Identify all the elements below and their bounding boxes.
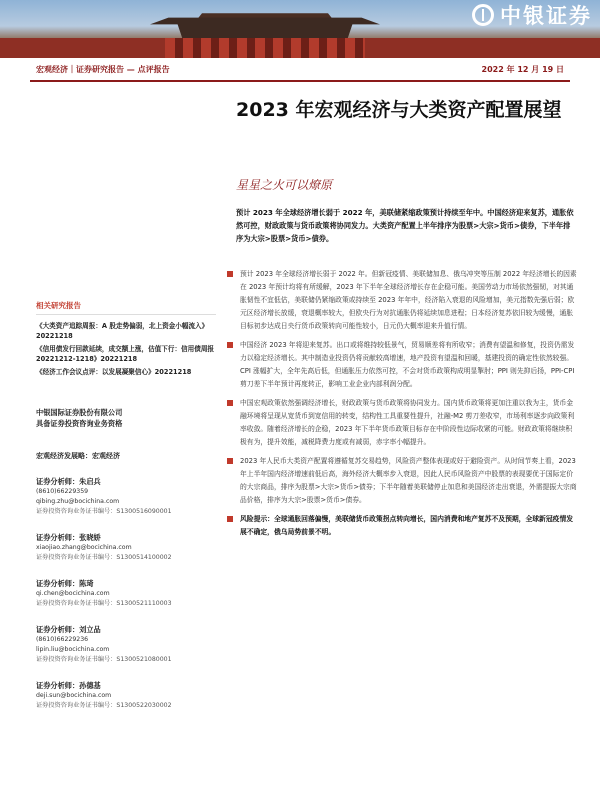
analyst-email[interactable]: lipin.liu@bocichina.com (36, 646, 110, 653)
paragraph-text: 中国经济 2023 年将迎来复苏。出口或将维持较低景气，贸易顺差将有所收窄；消费有望温和修复，投资仍需发力以稳定经济增长。其中制造业投资仍将贡献较高增速，地产投资有望温和回暖，基建投资的确定性依然较强。CPI 涨幅扩大，全年先高后低，但通胀压力依然可控，不会对货币政策构成明显掣肘；PPI 则先抑后扬，PPI-CPI 剪刀差下半年预计再度转正，影响工业企业内部利润分配。 (240, 341, 575, 388)
analyst-cert: 证券投资咨询业务证书编号：S1300521080001 (36, 656, 172, 663)
analyst-cert: 证券投资咨询业务证书编号：S1300522030002 (36, 702, 172, 709)
content-paragraph (227, 397, 577, 449)
report-date: 2022 年 12 月 19 日 (481, 65, 564, 74)
header-banner (0, 0, 600, 58)
analyst-email[interactable]: deji.sun@bocichina.com (36, 692, 112, 699)
bullet-square-icon (227, 516, 233, 522)
content-paragraph (227, 268, 577, 333)
report-subtitle: 星星之火可以燎原 (236, 178, 333, 192)
analyst-phone: (8610)66229236 (36, 636, 89, 643)
analyst-name: 证券分析师：陈琦 (36, 579, 94, 588)
brand-logo (472, 0, 592, 30)
brand-name: 中银证券 (500, 3, 592, 28)
analyst-name: 证券分析师：孙德基 (36, 681, 101, 690)
paragraph-text: 中国宏观政策依然强调经济增长，财政政策与货币政策将协同发力。国内货币政策将更加注重以我为主，货币金融环境将呈现从宽货币到宽信用的转变，结构性工具重要性提升，社融-M2 剪刀差收窄，市场利率逐步向政策利率收敛。随着经济增长的企稳，2023 年下半年货币政策目标存在中阶段性边际收紧的可能。财政政策将继续积极有为，提升效能，减税降费力度或有减弱，赤字率小幅提升。 (240, 399, 575, 446)
bank-logo-icon (472, 4, 494, 26)
analyst-name: 证券分析师：朱启兵 (36, 477, 101, 486)
analyst-phone: (8610)66229359 (36, 488, 89, 495)
report-header-bar (30, 62, 570, 82)
org-name: 中银国际证券股份有限公司 (36, 408, 123, 417)
content-paragraph (227, 339, 577, 391)
analyst-email[interactable]: qi.chen@bocichina.com (36, 590, 110, 597)
bullet-square-icon (227, 342, 233, 348)
analyst-card (36, 533, 216, 563)
report-summary: 预计 2023 年全球经济增长弱于 2022 年，美联储紧缩政策预计持续至年中。中国经济迎来复苏，通胀依然可控，财政政策与货币政策将协同发力。大类资产配置上半年排序为股票>大宗>货币>债券，下半年排序为大宗>股票>货币>债券。 (236, 208, 574, 243)
related-research-heading: 相关研究报告 (36, 300, 216, 315)
analyst-email[interactable]: qibing.zhu@bocichina.com (36, 498, 120, 505)
content-paragraph (227, 455, 577, 507)
report-category: 宏观经济｜证券研究报告 — 点评报告 (36, 65, 170, 74)
analyst-card (36, 625, 216, 665)
organization-info (36, 407, 216, 429)
related-report[interactable]: 《经济工作会议点评：以发展凝聚信心》20221218 (36, 368, 192, 376)
analyst-cert: 证券投资咨询业务证书编号：S1300521110003 (36, 600, 172, 607)
report-title: 2023 年宏观经济与大类资产配置展望 (236, 99, 562, 121)
main-content (227, 268, 577, 545)
risk-text: 风险提示：全球通胀回落偏慢，美联储货币政策拐点转向增长，国内消费和地产复苏不及预期，全球新冠疫情发展不确定，俄乌局势前景不明。 (240, 515, 574, 536)
analyst-email[interactable]: xiaojiao.zhang@bocichina.com (36, 544, 132, 551)
palace-pillars (165, 38, 365, 58)
bullet-square-icon (227, 400, 233, 406)
bullet-square-icon (227, 271, 233, 277)
analyst-cert: 证券投资咨询业务证书编号：S1300514100002 (36, 554, 172, 561)
bullet-square-icon (227, 458, 233, 464)
team-name: 宏观经济发展略：宏观经济 (36, 452, 120, 460)
paragraph-text: 2023 年人民币大类资产配置将遵循复苏交易趋势，风险资产整体表现或好于避险资产。从时间节奏上看，2023 年上半年国内经济增速前低后高，海外经济大概率步入衰退，因此人民币风险资产中股票的表现要优于国际定价的大宗商品，排序为股票>大宗>货币>债券；下半年随着美联储停止加息和美国经济走出衰退，外需提振大宗商品价格，排序为大宗>股票>货币>债券。 (240, 457, 577, 504)
sidebar (36, 300, 216, 711)
related-report[interactable]: 《大类资产追踪周报：A 股走势偏弱，北上资金小幅流入》20221218 (36, 322, 209, 340)
analyst-card (36, 681, 216, 711)
analyst-name: 证券分析师：刘立品 (36, 625, 101, 634)
analyst-card (36, 477, 216, 517)
risk-warning (227, 513, 577, 539)
analyst-card (36, 579, 216, 609)
analyst-cert: 证券投资咨询业务证书编号：S1300516090001 (36, 508, 172, 515)
related-report[interactable]: 《信用债发行回款延续，成交额上涨，估值下行：信用债周报 20221212-1218》20221218 (36, 345, 215, 363)
palace-roof (150, 4, 380, 38)
analyst-name: 证券分析师：张晓娇 (36, 533, 101, 542)
paragraph-text: 预计 2023 年全球经济增长弱于 2022 年。但新冠疫情、美联储加息、俄乌冲突等压制 2022 年经济增长的因素在 2023 年预计均将有所缓解，2023 年下半年全球经济增长存在企稳可能。美国劳动力市场依然强韧，对其通胀韧性不宜低估，美联储仍紧缩政策或持续至 2023 年年中，经济陷入衰退的风险增加，美元指数先强后弱；欧元区经济增长放缓，衰退概率较大，但欧央行为对抗通胀仍将延续加息进程；日本经济复苏依旧较为缓慢，通胀目标初步达成日央行货币政策转向可能性较小，日元仍大概率迎来升值行情。 (240, 270, 577, 330)
org-qualification: 具备证券投资咨询业务资格 (36, 419, 123, 428)
